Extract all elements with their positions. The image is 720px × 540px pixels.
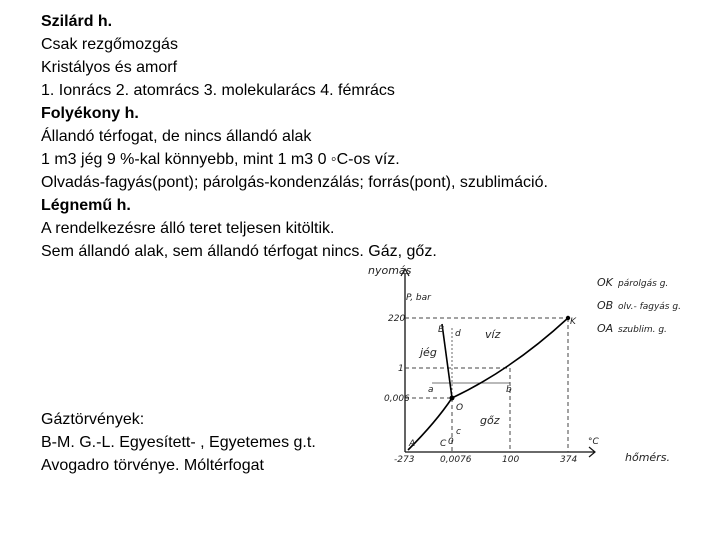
heading-liquid: Folyékony h. (41, 105, 139, 122)
x-origin-tick: 0 (448, 437, 454, 447)
text-line: Avogadro törvénye. Móltérfogat (41, 457, 264, 474)
text-line: 1. Ionrács 2. atomrács 3. molekularács 4. fémrács (41, 82, 395, 99)
x-tick: 0,0076 (440, 455, 472, 465)
legend-desc: szublim. g. (618, 325, 667, 335)
x-tick: 100 (502, 455, 520, 465)
legend-desc: párolgás g. (618, 279, 669, 289)
legend-key: OB (597, 299, 614, 312)
y-tick: 1 (398, 364, 404, 374)
triple-point (450, 396, 455, 401)
text-line: Állandó térfogat, de nincs állandó alak (41, 128, 312, 145)
text-line: Kristályos és amorf (41, 59, 178, 76)
text-line: B-M. G.-L. Egyesített- , Egyetemes g.t. (41, 434, 316, 451)
point-label: b (506, 385, 512, 395)
legend-key: OK (597, 276, 613, 289)
x-unit-label: °C (588, 437, 599, 447)
y-tick: 220 (388, 314, 406, 324)
y-axis-label: nyomás (368, 264, 412, 277)
y-tick: 0,006 (384, 394, 410, 404)
text-line: A rendelkezésre álló teret teljesen kitöltik. (41, 220, 335, 237)
point-label: B (438, 325, 445, 335)
text-line: Csak rezgőmozgás (41, 36, 178, 53)
y-unit-label: P, bar (406, 293, 431, 303)
point-label: c (456, 427, 461, 437)
x-tick: -273 (394, 455, 415, 465)
x-tick: 374 (560, 455, 578, 465)
point-label: A (409, 439, 416, 449)
heading-gas: Légnemű h. (41, 197, 131, 214)
text-line: 1 m3 jég 9 %-kal könnyebb, mint 1 m3 0 ◦C-os víz. (41, 151, 400, 168)
point-label: C (440, 439, 447, 449)
x-axis-label: hőmérs. (625, 451, 670, 464)
region-label: víz (485, 328, 501, 341)
region-label: gőz (480, 414, 500, 427)
phase-diagram (360, 258, 700, 470)
point-label: K (570, 317, 576, 327)
text-line: Olvadás-fagyás(pont); párolgás-kondenzálás; forrás(pont), szublimáció. (41, 174, 548, 191)
text-line: Sem állandó alak, sem állandó térfogat nincs. Gáz, gőz. (41, 243, 437, 260)
curve-OB (442, 324, 452, 398)
point-label: a (428, 385, 434, 395)
region-label: jég (420, 346, 437, 359)
text-line: Gáztörvények: (41, 411, 145, 428)
heading-solid: Szilárd h. (41, 13, 113, 30)
legend-key: OA (597, 322, 614, 335)
point-label: O (456, 403, 464, 413)
legend-desc: olv.- fagyás g. (618, 302, 681, 312)
point-label: d (455, 329, 461, 339)
legend (597, 276, 681, 335)
